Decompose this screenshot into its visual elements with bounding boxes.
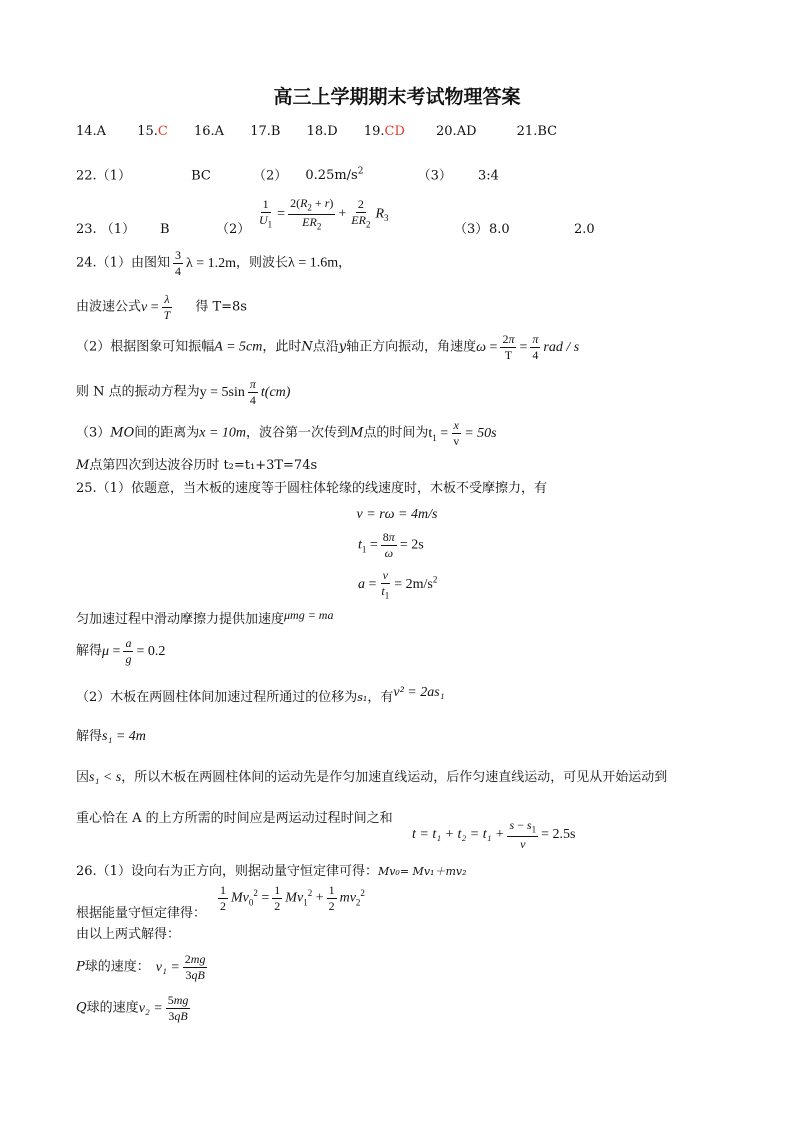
q23-formula: $\frac{1}{U_1}$ = $\frac{2(R_2 + r)}{ER_2}$ + $\frac{2}{ER_2}$ $R_3$ xyxy=(259,196,389,232)
q26-line-2: 根据能量守恒定律得： xyxy=(76,906,207,921)
q24-line-2: 由波速公式v = $\frac{\lambda}{T}$ 得 T=8s xyxy=(76,292,247,322)
q26-energy-eq: $\frac{1}{2}$ $Mv_0^2$ = $\frac{1}{2}$ $Mv_1^2$ + $\frac{1}{2}$ $mv_2^2$ xyxy=(220,883,365,913)
q25-line-4: （2）木板在两圆柱体间加速过程所通过的位移为s₁，有v² = 2as₁ xyxy=(76,685,445,705)
answer-20: 20.AD xyxy=(436,124,477,139)
q23-label: 23. （1） xyxy=(76,222,136,237)
answer-21: 21.BC xyxy=(516,124,558,139)
q25-line-7: 重心恰在 A 的上方所需的时间应是两运动过程时间之和 xyxy=(76,811,393,826)
answer-14: 14.A xyxy=(76,124,107,139)
q24-line-5: （3）MO间的距离为x = 10m，波谷第一次传到M点的时间为$t_1$ = $\frac{x}{v}$ = 50s xyxy=(76,418,497,448)
q25-line-2: 匀加速过程中滑动摩擦力提供加速度μmg = ma xyxy=(76,608,334,627)
q23-part-3: （3） xyxy=(454,222,489,237)
page-title: 高三上学期期末考试物理答案 xyxy=(273,86,521,108)
q25-eq-4: t = t₁ + t₂ = t₁ + $\frac{s - s_1}{v}$ = 2.5s xyxy=(412,818,576,851)
q25-eq-1: v = rω = 4m/s xyxy=(356,507,438,522)
answer-19: 19.CD xyxy=(363,124,405,139)
q23-row xyxy=(76,196,595,237)
answer-18: 18.D xyxy=(306,124,338,139)
q25-line-5: 解得s₁ = 4m xyxy=(76,729,146,744)
q22-part-3: （3） xyxy=(417,168,452,184)
q23-answer-3: 8.0 xyxy=(489,222,510,237)
answer-15: 15.C xyxy=(137,124,168,139)
q22-label: 22.（1） xyxy=(76,168,131,184)
answer-17: 17.B xyxy=(250,124,281,139)
q22-answer-3: 3:4 xyxy=(478,168,499,184)
choice-answers xyxy=(76,124,557,140)
q26-line-5: Q球的速度v₂ = $\frac{5mg}{3qB}$ xyxy=(76,993,189,1023)
q26-line-1: 26.（1）设向右为正方向，则据动量守恒定律可得：Mv₀= Mv₁＋mv₂ xyxy=(76,864,467,879)
q25-line-1: 25.（1）依题意，当木板的速度等于圆柱体轮缘的线速度时，木板不受摩擦力，有 xyxy=(76,481,547,496)
q23-answer-1: B xyxy=(160,222,170,237)
answer-16: 16.A xyxy=(193,124,225,139)
q24-line-1: 24.（1）由图知 $\frac{3}{4}$ λ = 1.2m，则波长λ = 1.6m， xyxy=(76,248,352,278)
q24-line-4: 则 N 点的振动方程为y = 5sin $\frac{\pi}{4}$ t(cm) xyxy=(76,377,291,407)
q22-answer-1: BC xyxy=(191,168,211,184)
q25-line-3: 解得μ = $\frac{a}{g}$ = 0.2 xyxy=(76,636,166,666)
q22-part-2: （2） xyxy=(252,168,288,184)
q22-row xyxy=(76,167,499,184)
q23-answer-4: 2.0 xyxy=(574,222,595,237)
q26-line-4: P球的速度： v₁ = $\frac{2mg}{3qB}$ xyxy=(76,952,206,982)
q22-answer-2: $0.25m/s^2$ xyxy=(305,167,364,184)
q23-part-2: （2） xyxy=(216,222,251,237)
q24-line-6: M点第四次到达波谷历时 t₂=t₁+3T=74s xyxy=(76,458,318,473)
q25-eq-2: $t_1$ = $\frac{8\pi}{\omega}$ = 2s xyxy=(358,530,424,560)
q25-eq-3: a = $\frac{v}{t_1}$ = $2m/s^2$ xyxy=(358,568,438,601)
q26-line-3: 由以上两式解得： xyxy=(76,927,181,942)
q25-line-6: 因s₁ < s，所以木板在两圆柱体间的运动先是作匀加速直线运动，后作匀速直线运动，可见从开始运动到 xyxy=(76,770,668,785)
q24-line-3: （2）根据图象可知振幅A = 5cm，此时N点沿y轴正方向振动，角速度ω = $\frac{2\pi}{T}$ = $\frac{\pi}{4}$ rad / s xyxy=(76,332,580,362)
